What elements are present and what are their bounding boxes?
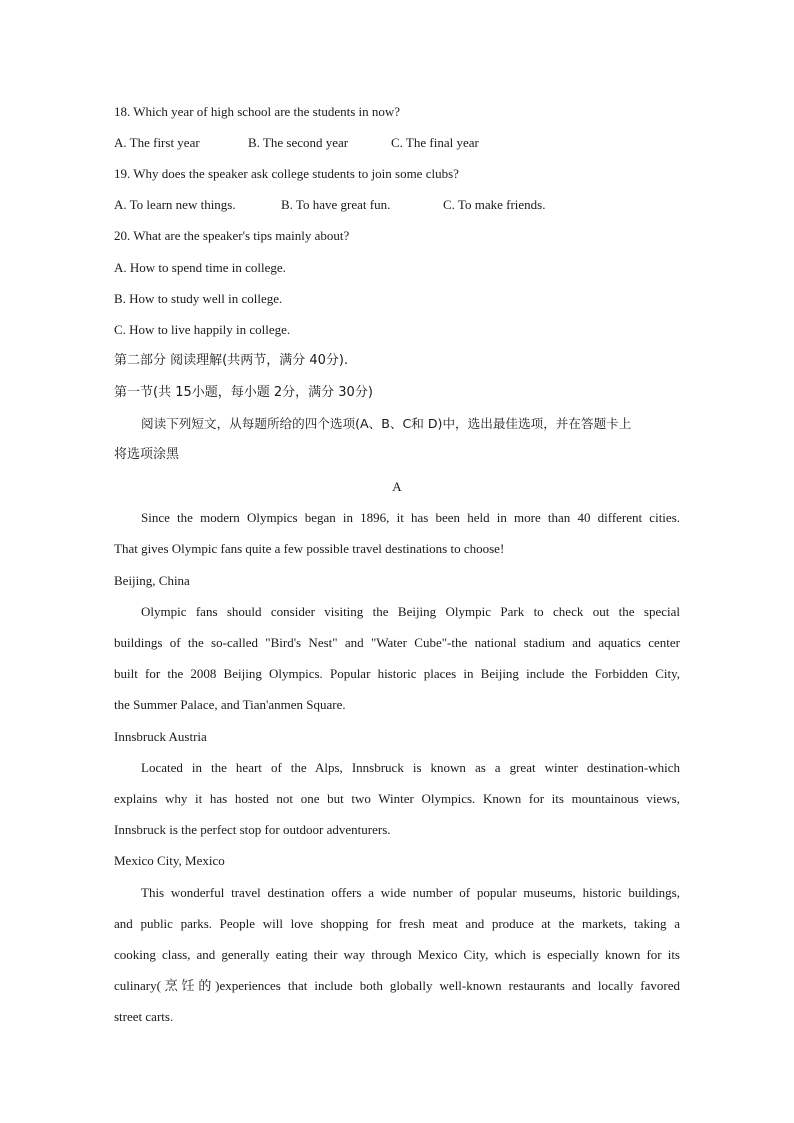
question-18-option-c: C. The final year — [391, 135, 479, 150]
question-20-option-a: A. How to spend time in college. — [114, 260, 286, 275]
city-heading-beijing: Beijing, China — [114, 573, 190, 588]
innsbruck-line-2: explains why it has hosted not one but two Winter Olympics. Known for its mountainous views, — [114, 791, 680, 806]
question-19-option-a: A. To learn new things. — [114, 197, 236, 212]
question-18-option-a: A. The first year — [114, 135, 200, 150]
question-20-stem: 20. What are the speaker's tips mainly about? — [114, 228, 350, 243]
city-heading-mexico-city: Mexico City, Mexico — [114, 853, 225, 868]
innsbruck-line-1: Located in the heart of the Alps, Innsbruck is known as a great winter destination-which — [141, 760, 680, 775]
passage-intro-line-1: Since the modern Olympics began in 1896, it has been held in more than 40 different cities. — [141, 510, 680, 525]
question-20-option-c: C. How to live happily in college. — [114, 322, 291, 337]
mexico-line-4: culinary(烹饪的)experiences that include both globally well-known restaurants and locally favored — [114, 978, 680, 993]
subsection-title: 第一节(共 15小题，每小题 2分，满分 30分) — [114, 385, 373, 400]
mexico-line-1: This wonderful travel destination offers a wide number of popular museums, historic buildings, — [141, 885, 680, 900]
beijing-line-2: buildings of the so-called "Bird's Nest" and "Water Cube"-the national stadium and aquatics center — [114, 635, 680, 650]
question-19-option-b: B. To have great fun. — [281, 197, 391, 212]
question-18-stem: 18. Which year of high school are the students in now? — [114, 104, 401, 119]
innsbruck-line-3: Innsbruck is the perfect stop for outdoor adventurers. — [114, 822, 391, 837]
beijing-line-3: built for the 2008 Beijing Olympics. Popular historic places in Beijing include the Forbidden City, — [114, 666, 680, 681]
question-18-option-b: B. The second year — [248, 135, 349, 150]
mexico-line-2: and public parks. People will love shopping for fresh meat and produce at the markets, taking a — [114, 916, 680, 931]
mexico-line-3: cooking class, and generally eating their way through Mexico City, which is especially known for its — [114, 947, 680, 962]
beijing-line-1: Olympic fans should consider visiting the Beijing Olympic Park to check out the special — [141, 604, 680, 619]
beijing-line-4: the Summer Palace, and Tian'anmen Square. — [114, 697, 346, 712]
question-20-option-b: B. How to study well in college. — [114, 291, 283, 306]
part-title: 第二部分 阅读理解(共两节，满分 40分). — [114, 353, 349, 368]
question-19-stem: 19. Why does the speaker ask college students to join some clubs? — [114, 166, 459, 181]
question-19-option-c: C. To make friends. — [443, 197, 546, 212]
city-heading-innsbruck: Innsbruck Austria — [114, 729, 207, 744]
instruction-line-1: 阅读下列短文，从每题所给的四个选项(A、B、C和 D)中，选出最佳选项，并在答题卡上 — [141, 416, 632, 431]
passage-intro-line-2: That gives Olympic fans quite a few possible travel destinations to choose! — [114, 541, 505, 556]
mexico-line-5: street carts. — [114, 1009, 174, 1024]
instruction-line-2: 将选项涂黑 — [114, 447, 180, 462]
passage-label: A — [392, 479, 402, 494]
